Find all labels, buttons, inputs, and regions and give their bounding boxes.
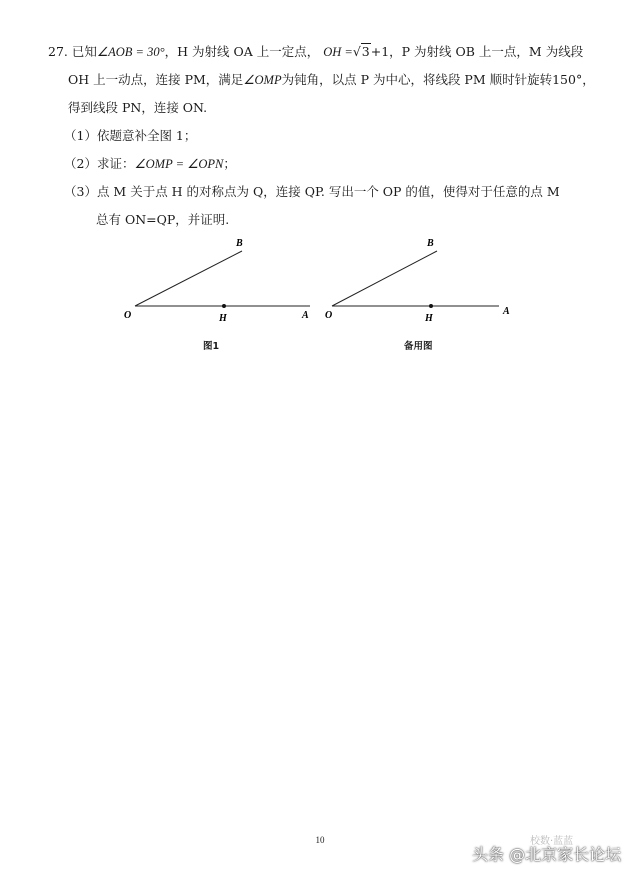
watermark: 头条 @北京家长论坛 xyxy=(472,845,622,864)
figure-1-caption: 图1 xyxy=(203,341,220,352)
problem-line-1: 27. 已知∠AOB = 30°，H 为射线 OA 上一定点， OH =√3+1，P 为射线 OB 上一点，M 为线段 xyxy=(48,44,584,59)
problem-line-3: 得到线段 PN，连接 ON. xyxy=(68,100,208,115)
label-b: B xyxy=(236,238,243,249)
deg-150: 150° xyxy=(552,72,583,87)
question-3-cont: 总有 ON=QP，并证明. xyxy=(96,212,230,227)
sqrt-value: 3 xyxy=(361,44,370,59)
question-1: （1）依题意补全图 1； xyxy=(64,128,197,143)
faint-logo-text: 校数·蓝蓝 xyxy=(530,836,574,847)
q2-equation: ∠OMP = ∠OPN xyxy=(134,157,224,171)
label-o: O xyxy=(325,310,333,321)
label-b: B xyxy=(427,238,434,249)
text-h-point: ，H 为射线 OA 上一定点， xyxy=(164,44,320,59)
text-given: 已知 xyxy=(71,44,97,59)
question-3: （3）点 M 关于点 H 的对称点为 Q，连接 QP. 写出一个 OP 的值，使得对于任意的点 M xyxy=(64,184,560,199)
plus-one: +1 xyxy=(370,44,390,59)
figure-2-diagram xyxy=(315,230,525,330)
label-a: A xyxy=(302,310,309,321)
ray-ob xyxy=(135,251,242,306)
point-h xyxy=(429,304,433,308)
q2-prefix: （2）求证： xyxy=(64,156,135,171)
figure-2 xyxy=(315,230,525,334)
angle-omp: ∠OMP xyxy=(243,73,282,87)
page-number: 10 xyxy=(315,835,325,845)
figure-1 xyxy=(118,230,328,334)
oh-label: OH = xyxy=(323,45,353,59)
q2-suffix: ； xyxy=(223,156,236,171)
label-a: A xyxy=(503,306,510,317)
problem-line-2 xyxy=(48,66,608,94)
angle-aob: ∠AOB = 30° xyxy=(96,45,165,59)
ray-ob xyxy=(332,251,437,306)
text-rotate: 为钝角，以点 P 为中心，将线段 PM 顺时针旋转 xyxy=(281,72,553,87)
text-comma: ， xyxy=(582,72,595,87)
text-oh-segment: OH 上一动点，连接 PM，满足 xyxy=(68,72,244,87)
label-h: H xyxy=(219,313,227,324)
label-h: H xyxy=(425,313,433,324)
problem-27 xyxy=(48,38,608,234)
point-h xyxy=(222,304,226,308)
label-o: O xyxy=(124,310,132,321)
figure-1-diagram xyxy=(118,230,328,330)
text-p-point: ，P 为射线 OB 上一点，M 为线段 xyxy=(389,44,584,59)
figure-2-caption: 备用图 xyxy=(404,341,433,352)
question-2 xyxy=(48,150,608,178)
problem-number: 27. xyxy=(48,44,68,59)
